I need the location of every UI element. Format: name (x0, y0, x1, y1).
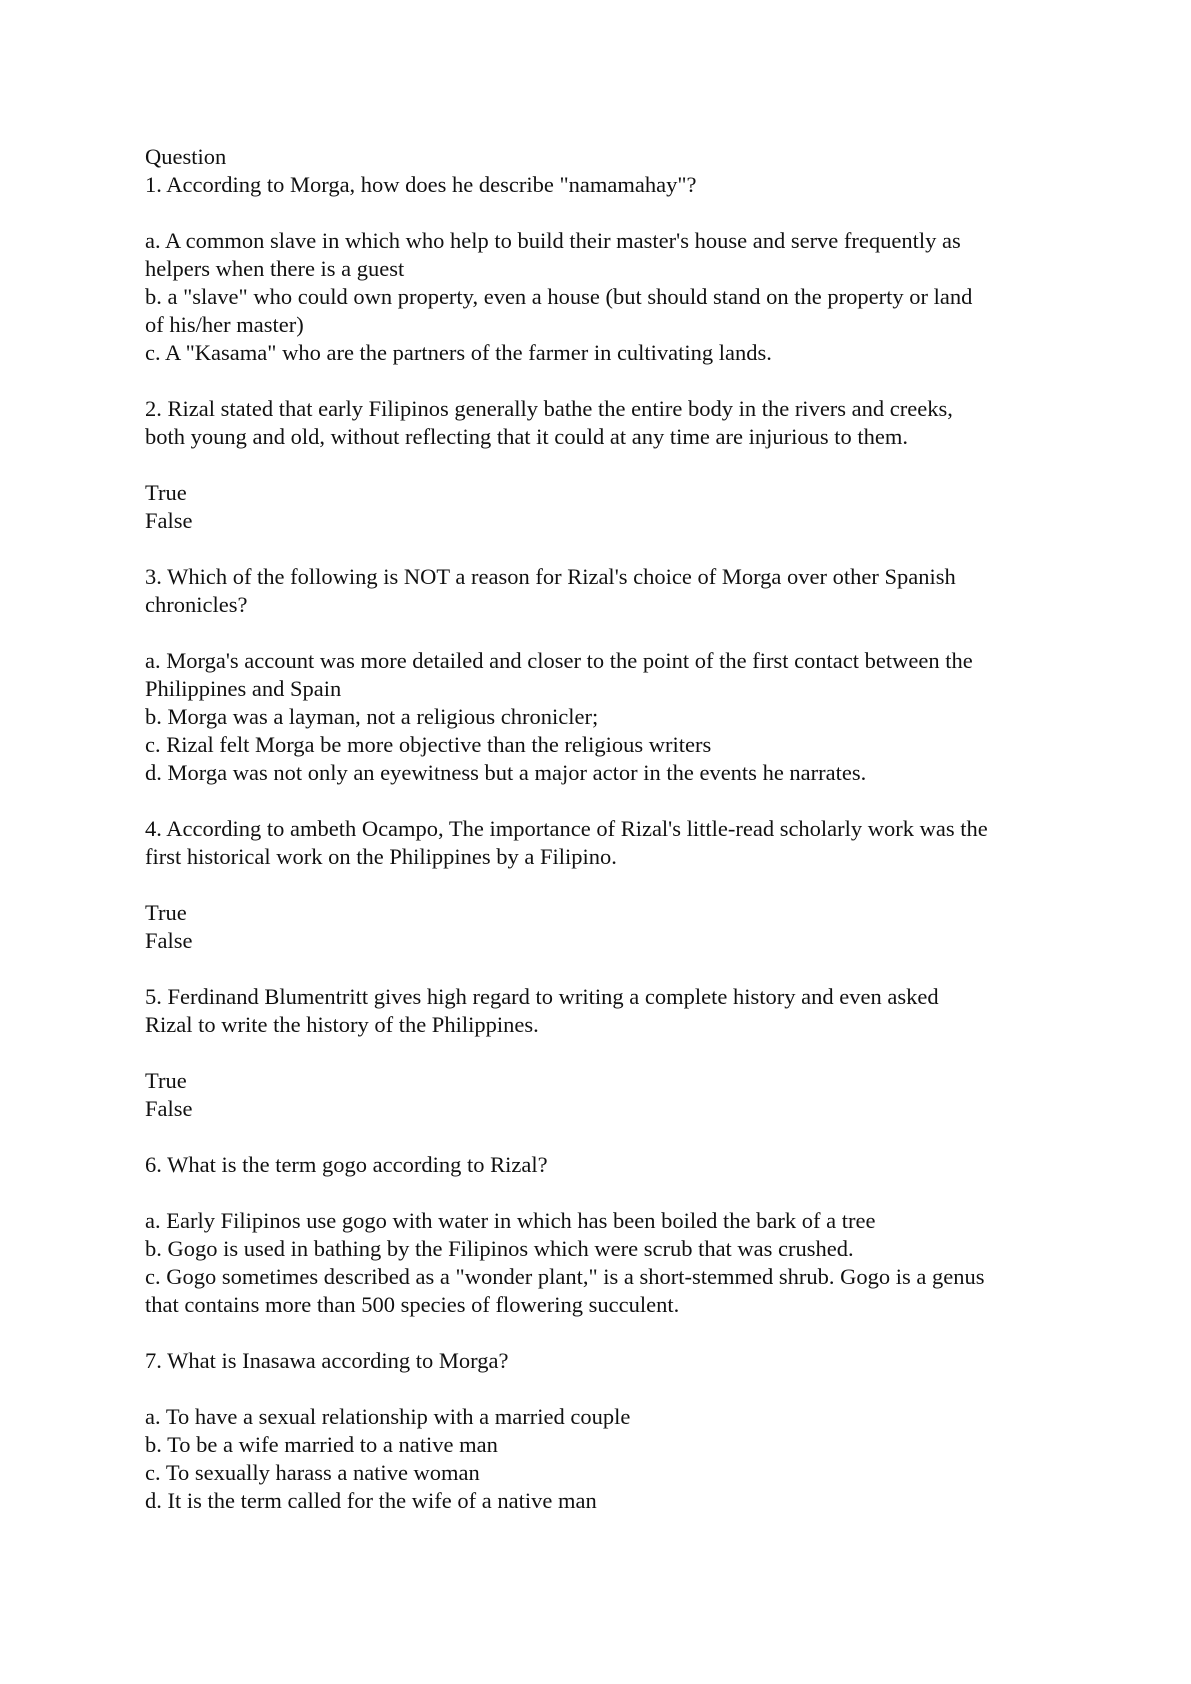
spacer (145, 1039, 1065, 1067)
answer-option: a. A common slave in which who help to build their master's house and serve frequently as (145, 228, 961, 253)
answer-option: b. To be a wife married to a native man (145, 1432, 498, 1457)
answer-option: b. a "slave" who could own property, even a house (but should stand on the property or land (145, 284, 973, 309)
answer-option: True (145, 480, 187, 505)
question-prompt-line: first historical work on the Philippines by a Filipino. (145, 844, 617, 869)
answer-option: b. Morga was a layman, not a religious chronicler; (145, 704, 599, 729)
answer-option: False (145, 508, 193, 533)
answer-option: c. Gogo sometimes described as a "wonder plant," is a short-stemmed shrub. Gogo is a genus (145, 1264, 985, 1289)
spacer (145, 787, 1065, 815)
answer-option: of his/her master) (145, 312, 304, 337)
question-block (145, 983, 1065, 1151)
question-block (145, 563, 1065, 815)
answer-option: c. A "Kasama" who are the partners of the farmer in cultivating lands. (145, 340, 772, 365)
question-block (145, 395, 1065, 563)
spacer (145, 871, 1065, 899)
answer-option: a. Morga's account was more detailed and closer to the point of the first contact between the (145, 648, 973, 673)
answer-option: a. Early Filipinos use gogo with water in which has been boiled the bark of a tree (145, 1208, 876, 1233)
question-prompt-line: 1. According to Morga, how does he describe "namamahay"? (145, 172, 697, 197)
answer-option: Philippines and Spain (145, 676, 342, 701)
question-prompt-line: chronicles? (145, 592, 248, 617)
spacer (145, 955, 1065, 983)
answer-option: d. Morga was not only an eyewitness but a major actor in the events he narrates. (145, 760, 867, 785)
question-prompt-line: both young and old, without reflecting that it could at any time are injurious to them. (145, 424, 908, 449)
document-page (145, 143, 1065, 1515)
question-prompt-line: 4. According to ambeth Ocampo, The importance of Rizal's little-read scholarly work was the (145, 816, 988, 841)
question-block (145, 1347, 1065, 1515)
question-prompt-line: Rizal to write the history of the Philippines. (145, 1012, 539, 1037)
spacer (145, 199, 1065, 227)
document-heading: Question (145, 144, 227, 169)
question-block (145, 815, 1065, 983)
question-block (145, 1151, 1065, 1347)
answer-option: False (145, 1096, 193, 1121)
question-list (145, 171, 1065, 1515)
answer-option: b. Gogo is used in bathing by the Filipinos which were scrub that was crushed. (145, 1236, 854, 1261)
answer-option: d. It is the term called for the wife of a native man (145, 1488, 597, 1513)
question-prompt-line: 5. Ferdinand Blumentritt gives high regard to writing a complete history and even asked (145, 984, 939, 1009)
spacer (145, 367, 1065, 395)
spacer (145, 619, 1065, 647)
answer-option: c. Rizal felt Morga be more objective than the religious writers (145, 732, 712, 757)
answer-option: False (145, 928, 193, 953)
answer-option: True (145, 900, 187, 925)
spacer (145, 451, 1065, 479)
question-prompt-line: 7. What is Inasawa according to Morga? (145, 1348, 509, 1373)
answer-option: that contains more than 500 species of flowering succulent. (145, 1292, 680, 1317)
answer-option: a. To have a sexual relationship with a married couple (145, 1404, 631, 1429)
answer-option: True (145, 1068, 187, 1093)
question-prompt-line: 3. Which of the following is NOT a reason for Rizal's choice of Morga over other Spanish (145, 564, 956, 589)
spacer (145, 1179, 1065, 1207)
question-prompt-line: 2. Rizal stated that early Filipinos generally bathe the entire body in the rivers and creeks, (145, 396, 953, 421)
answer-option: c. To sexually harass a native woman (145, 1460, 480, 1485)
spacer (145, 1375, 1065, 1403)
spacer (145, 535, 1065, 563)
question-block (145, 171, 1065, 395)
spacer (145, 1319, 1065, 1347)
spacer (145, 1123, 1065, 1151)
question-prompt-line: 6. What is the term gogo according to Rizal? (145, 1152, 548, 1177)
answer-option: helpers when there is a guest (145, 256, 405, 281)
